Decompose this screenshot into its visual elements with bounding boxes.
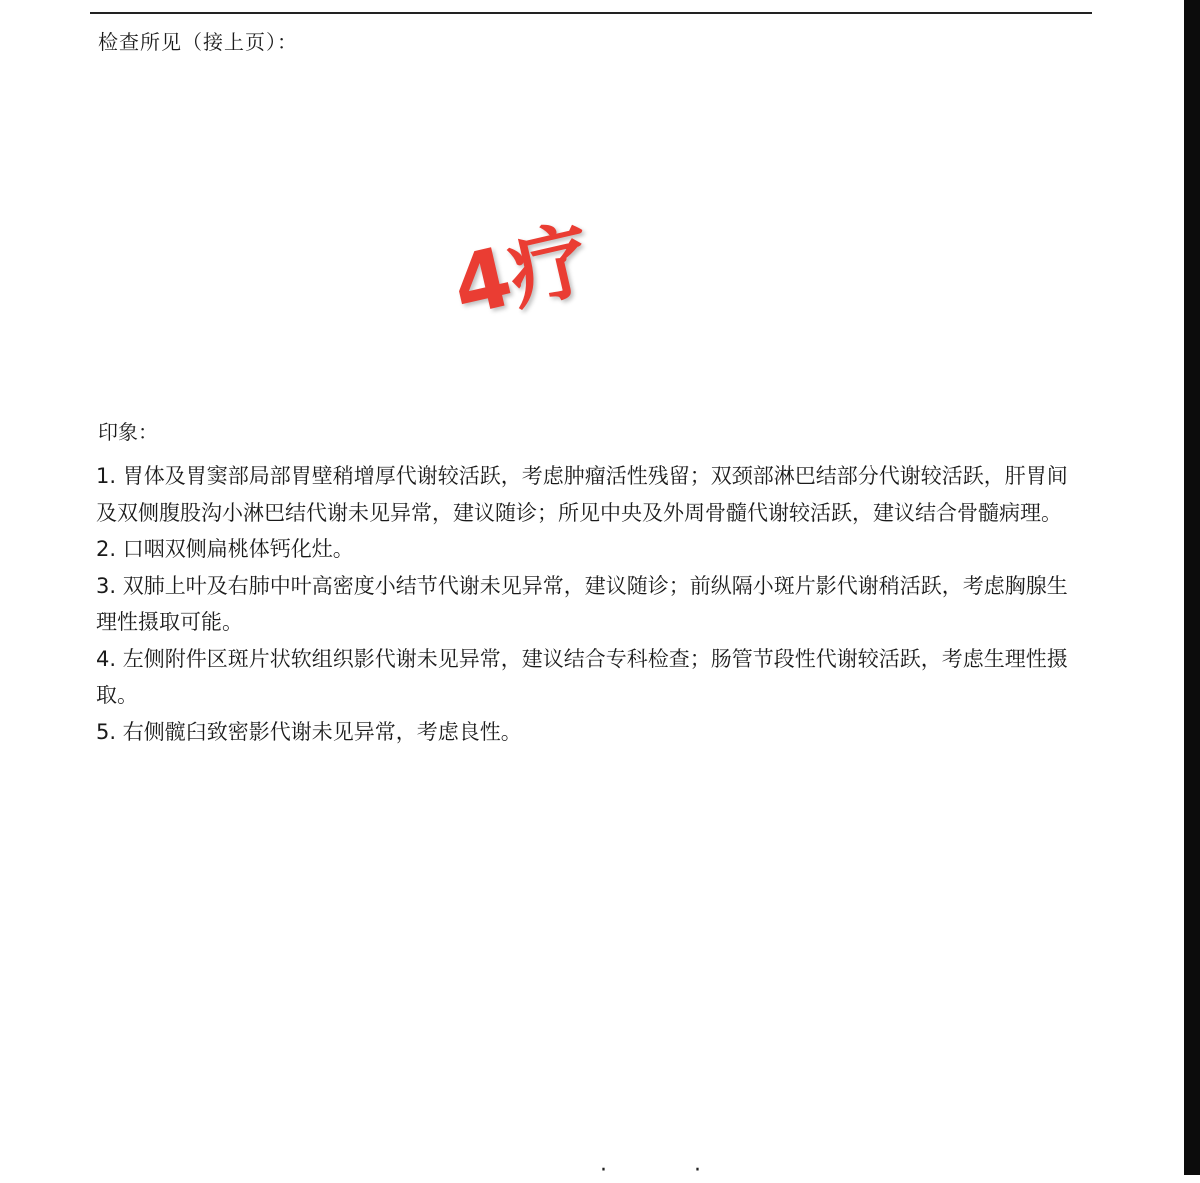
impression-item-5: 5. 右侧髋臼致密影代谢未见异常，考虑良性。 [96, 719, 522, 744]
footer-fragment: · · [600, 1158, 741, 1183]
impression-item-4: 4. 左侧附件区斑片状软组织影代谢未见异常，建议结合专科检查；肠管节段性代谢较活跃，考虑生理性摄取。 [96, 646, 1068, 707]
findings-heading: 检查所见（接上页）： [98, 30, 298, 54]
impression-item-3: 3. 双肺上叶及右肺中叶高密度小结节代谢未见异常，建议随诊；前纵隔小斑片影代谢稍活跃，考虑胸腺生理性摄取可能。 [96, 573, 1068, 634]
impression-item-2: 2. 口咽双侧扁桃体钙化灶。 [96, 537, 354, 561]
impression-heading: 印象： [98, 420, 158, 444]
impression-list [96, 458, 1086, 750]
impression-item-1: 1. 胃体及胃窦部局部胃壁稍增厚代谢较活跃，考虑肿瘤活性残留；双颈部淋巴结部分代谢较活跃，肝胃间及双侧腹股沟小淋巴结代谢未见异常，建议随诊；所见中央及外周骨髓代谢较活跃，建议结合骨髓病理。 [96, 464, 1068, 525]
top-rule [90, 12, 1092, 14]
right-edge-bar [1184, 0, 1200, 1175]
handwritten-stamp: 4疗 [444, 211, 601, 336]
